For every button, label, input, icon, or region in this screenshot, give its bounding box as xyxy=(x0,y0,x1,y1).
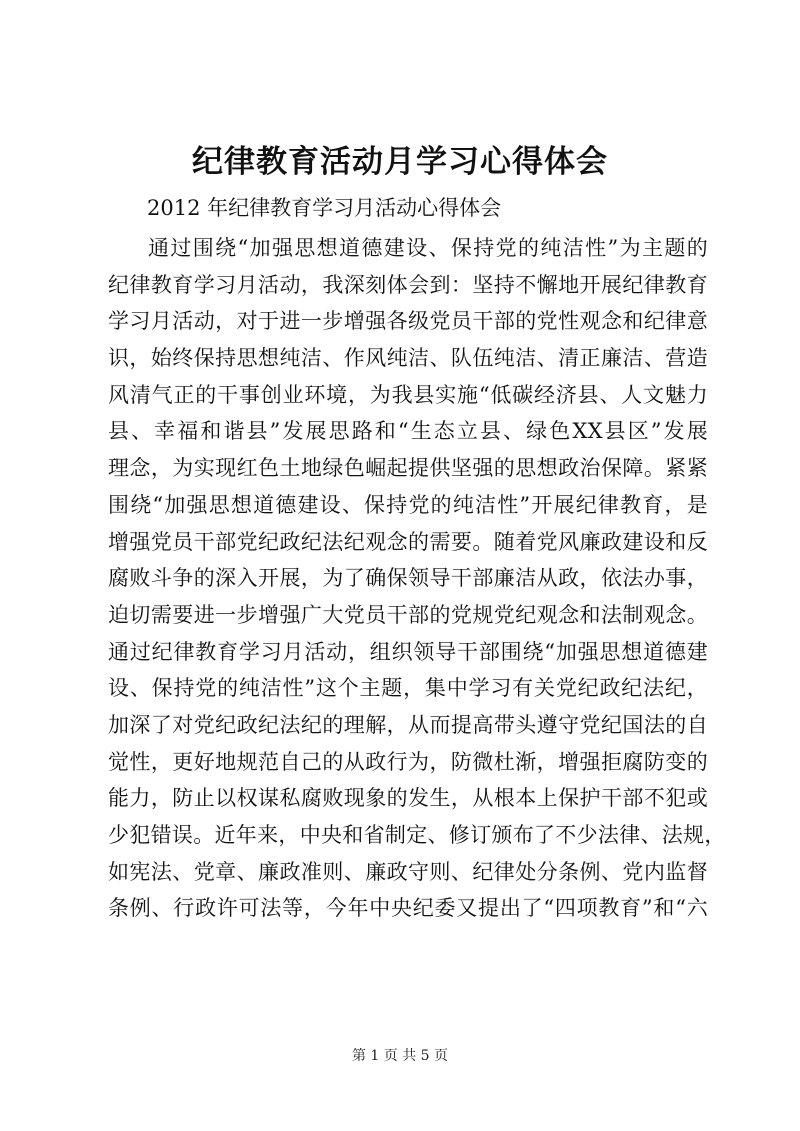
body-line: 通过纪律教育学习月活动，组织领导干部围绕“加强思想道德建 xyxy=(108,639,708,664)
page-footer: 第 1 页 共 5 页 xyxy=(351,1048,449,1064)
body-line: 加深了对党纪政纪法纪的理解，从而提高带头遵守党纪国法的自 xyxy=(108,712,708,737)
document-subtitle: 2012 年纪律教育学习月活动心得体会 xyxy=(147,196,502,220)
body-line: 纪律教育学习月活动，我深刻体会到：坚持不懈地开展纪律教育 xyxy=(108,272,708,297)
body-line: 迫切需要进一步增强广大党员干部的党规党纪观念和法制观念。 xyxy=(108,602,708,627)
body-line: 设、保持党的纯洁性”这个主题，集中学习有关党纪政纪法纪， xyxy=(108,676,708,701)
body-line: 风清气正的干事创业环境，为我县实施“低碳经济县、人文魅力 xyxy=(108,382,708,407)
body-line: 县、幸福和谐县”发展思路和“生态立县、绿色XX县区”发展 xyxy=(108,419,708,444)
body-line: 条例、行政许可法等，今年中央纪委又提出了“四项教育”和“六 xyxy=(108,896,708,921)
body-line: 识，始终保持思想纯洁、作风纯洁、队伍纯洁、清正廉洁、营造 xyxy=(108,346,708,371)
body-line: 如宪法、党章、廉政准则、廉政守则、纪律处分条例、党内监督 xyxy=(108,859,708,884)
document-body xyxy=(108,230,726,927)
body-line: 学习月活动，对于进一步增强各级党员干部的党性观念和纪律意 xyxy=(108,309,708,334)
body-line: 增强党员干部党纪政纪法纪观念的需要。随着党风廉政建设和反 xyxy=(108,529,708,554)
body-line: 理念，为实现红色土地绿色崛起提供坚强的思想政治保障。紧紧 xyxy=(108,456,708,481)
body-line: 少犯错误。近年来，中央和省制定、修订颁布了不少法律、法规， xyxy=(108,823,726,847)
body-line: 腐败斗争的深入开展，为了确保领导干部廉洁从政，依法办事， xyxy=(108,566,708,591)
body-line: 觉性，更好地规范自己的从政行为，防微杜渐，增强拒腐防变的 xyxy=(108,749,708,774)
body-line: 能力，防止以权谋私腐败现象的发生，从根本上保护干部不犯或 xyxy=(108,786,708,811)
body-line: 通过围绕“加强思想道德建设、保持党的纯洁性”为主题的 xyxy=(148,236,708,260)
document-title: 纪律教育活动月学习心得体会 xyxy=(192,144,608,180)
body-line: 围绕“加强思想道德建设、保持党的纯洁性”开展纪律教育，是 xyxy=(108,492,708,517)
